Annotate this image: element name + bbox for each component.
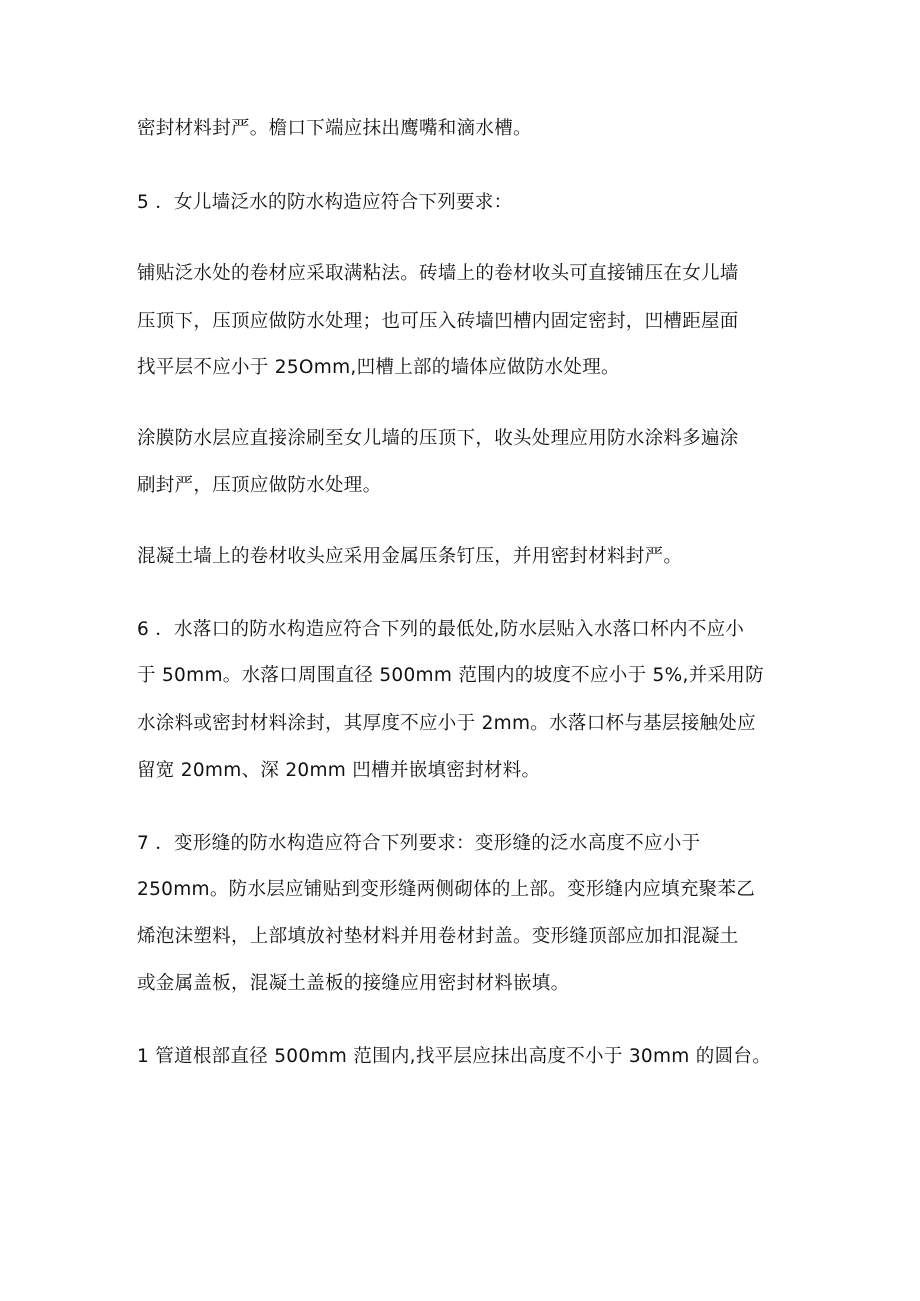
paragraph-1-line-1: 密封材料封严。檐口下端应抹出鹰嘴和滴水槽。 — [137, 118, 532, 139]
paragraph-3-line-3: 找平层不应小于 25Omm,凹槽上部的墙体应做防水处理。 — [137, 357, 620, 378]
paragraph-7-line-2: 250mm。防水层应铺贴到变形缝两侧砌体的上部。变形缝内应填充聚苯乙 — [137, 879, 756, 900]
paragraph-7-line-4: 或金属盖板，混凝土盖板的接缝应用密封材料嵌填。 — [137, 973, 570, 994]
paragraph-7-line-3: 烯泡沫塑料，上部填放衬垫材料并用卷材封盖。变形缝顶部应加扣混凝土 — [137, 926, 739, 947]
paragraph-6-line-4: 留宽 20mm、深 20mm 凹槽并嵌填密封材料。 — [137, 760, 541, 781]
paragraph-3-line-2: 压顶下，压顶应做防水处理；也可压入砖墙凹槽内固定密封，凹槽距屋面 — [137, 311, 739, 332]
paragraph-4-line-1: 涂膜防水层应直接涂刷至女儿墙的压顶下，收头处理应用防水涂料多遍涂 — [137, 428, 739, 449]
paragraph-6-line-2: 于 50mm。水落口周围直径 500mm 范围内的坡度不应小于 5%,并采用防 — [137, 665, 764, 686]
paragraph-3-line-1: 铺贴泛水处的卷材应采取满粘法。砖墙上的卷材收头可直接铺压在女儿墙 — [137, 263, 739, 284]
paragraph-5-line-1: 混凝土墙上的卷材收头应采用金属压条钉压，并用密封材料封严。 — [137, 546, 683, 567]
paragraph-8-line-1: 1 管道根部直径 500mm 范围内,找平层应抹出高度不小于 30mm 的圆台。 — [137, 1046, 771, 1067]
paragraph-4-line-2: 刷封严，压顶应做防水处理。 — [137, 475, 382, 496]
paragraph-6-line-3: 水涂料或密封材料涂封，其厚度不应小于 2mm。水落口杯与基层接触处应 — [137, 713, 756, 734]
paragraph-2-line-1: 5 ．女儿墙泛水的防水构造应符合下列要求： — [137, 192, 513, 213]
paragraph-6-line-1: 6 ．水落口的防水构造应符合下列的最低处,防水层贴入水落口杯内不应小 — [137, 619, 745, 640]
paragraph-7-line-1: 7 ．变形缝的防水构造应符合下列要求：变形缝的泛水高度不应小于 — [137, 833, 701, 854]
